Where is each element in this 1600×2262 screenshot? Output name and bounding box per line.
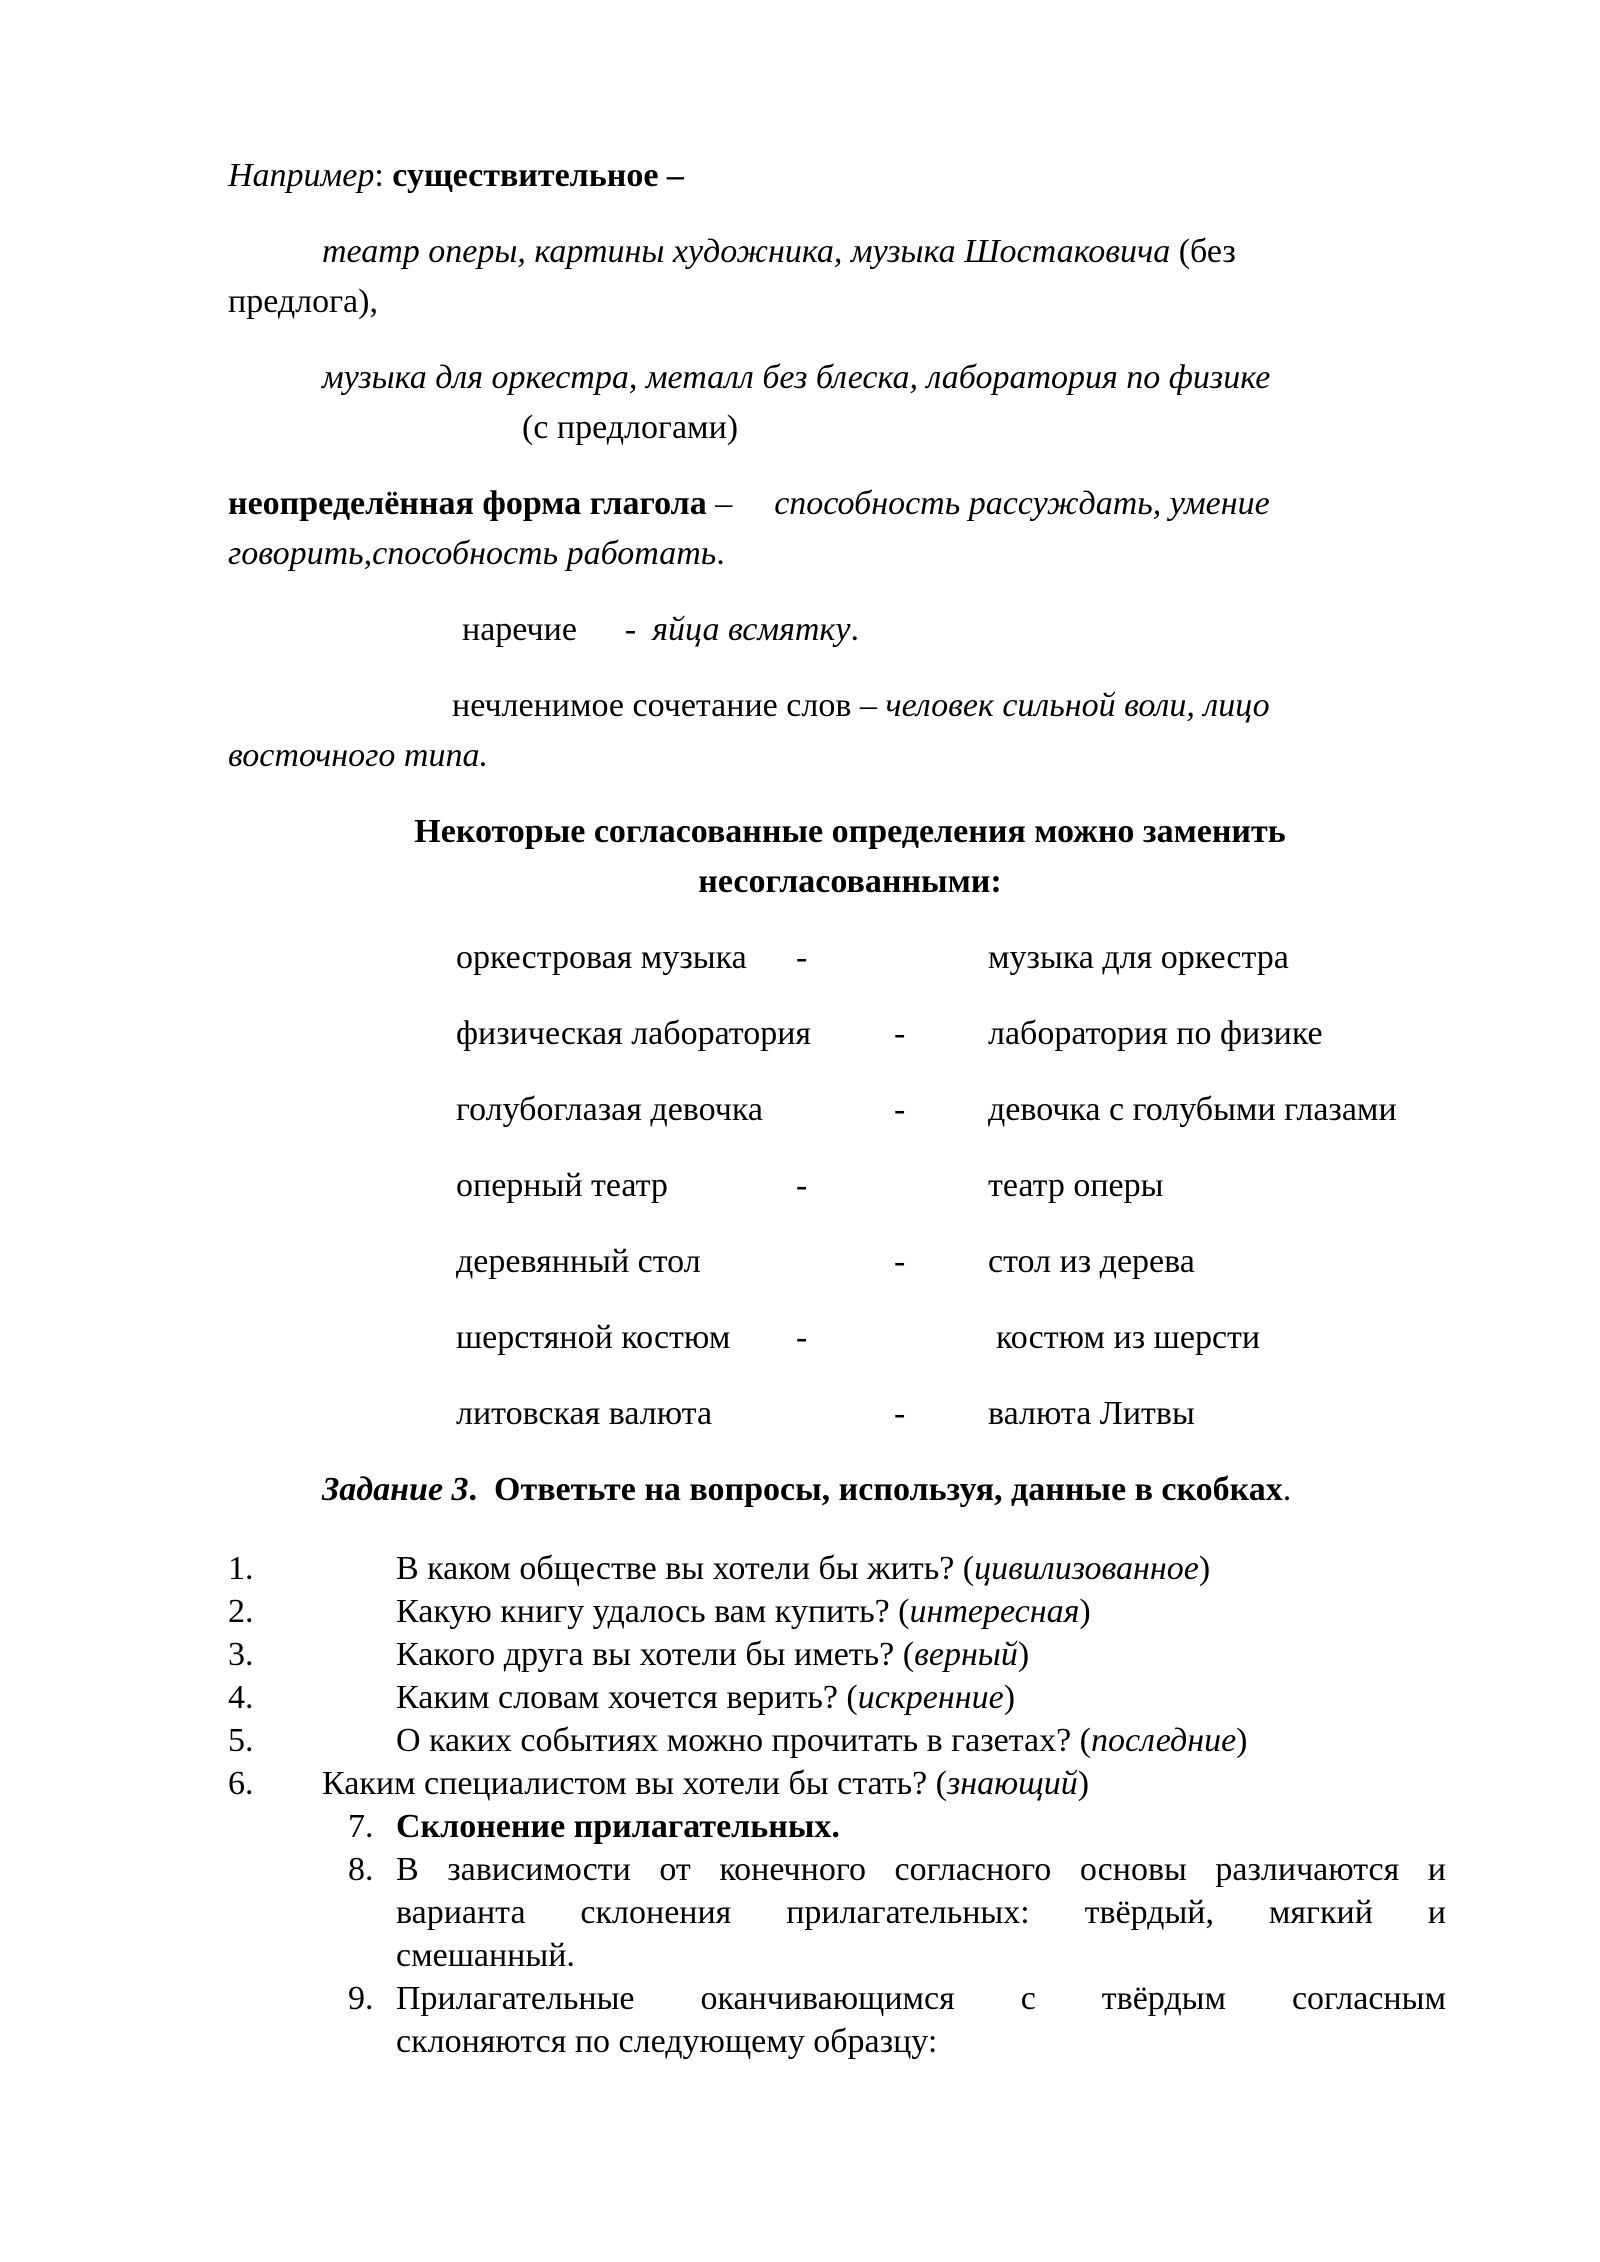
question-body: О каких событиях можно прочитать в газетах? (	[396, 1722, 1091, 1759]
infinitive-dash: –	[706, 485, 733, 522]
question-text	[396, 1717, 1248, 1765]
adverb-label: наречие	[462, 611, 577, 648]
paren: )	[1017, 1636, 1030, 1673]
word: различаются	[1215, 1851, 1400, 1888]
question-hint: знающий	[947, 1765, 1078, 1802]
section-heading-line-2: несогласованными:	[698, 863, 1002, 900]
pair-dash: -	[894, 1243, 906, 1280]
noun-heading: существительное –	[392, 157, 684, 194]
section-heading-line-1: Некоторые согласованные определения можно заменить	[414, 813, 1286, 850]
infinitive-line-1	[228, 480, 1270, 528]
pair-dash: -	[894, 1395, 906, 1432]
question-body: Каким словам хочется верить? (	[396, 1679, 858, 1716]
word: прилагательных:	[786, 1894, 1030, 1931]
infinitive-example-1: способность рассуждать, умение	[774, 485, 1270, 522]
list-number: 7.	[348, 1808, 374, 1845]
colon: :	[374, 157, 393, 194]
word: В	[396, 1851, 419, 1888]
example-line	[228, 152, 684, 200]
infinitive-heading: неопределённая форма глагола	[228, 485, 707, 522]
list-item-line	[396, 1889, 1446, 1937]
question-number: 1.	[228, 1550, 254, 1587]
question-body: В каком обществе вы хотели бы жить? (	[396, 1550, 975, 1587]
word: основы	[1079, 1851, 1187, 1888]
noun-example-line-4: (с предлогами)	[522, 409, 739, 446]
pair-left: деревянный стол	[456, 1243, 701, 1280]
word: склонения	[580, 1894, 732, 1931]
question-hint: искренние	[857, 1679, 1004, 1716]
pair-dash: -	[796, 1319, 808, 1356]
question-text	[396, 1631, 1029, 1679]
paren: )	[1079, 1593, 1091, 1630]
list-item-line	[396, 1975, 1446, 2023]
noun-example-line-2: предлога),	[228, 283, 378, 320]
task-instruction: Ответьте на вопросы, используя, данные в скобках	[494, 1471, 1283, 1508]
list-item-heading: Склонение прилагательных.	[396, 1808, 840, 1845]
phrase-example-1: человек сильной воли, лицо	[885, 687, 1270, 724]
pair-right: театр оперы	[988, 1167, 1164, 1204]
question-text	[396, 1545, 1210, 1593]
noun-example-italic: театр оперы, картины художника, музыка Шостаковича	[322, 233, 1171, 270]
question-number: 3.	[228, 1636, 254, 1673]
question-text	[322, 1760, 1089, 1808]
pair-left: литовская валюта	[456, 1395, 713, 1432]
question-hint: цивилизованное	[974, 1550, 1199, 1587]
paren: )	[1077, 1765, 1090, 1802]
list-number: 8.	[348, 1851, 374, 1888]
adverb-example: яйца всмятку	[652, 611, 851, 648]
pair-dash: -	[894, 1015, 906, 1052]
word: от	[659, 1851, 691, 1888]
word: с	[1020, 1980, 1036, 2017]
question-body: Какую книгу удалось вам купить? (	[396, 1593, 910, 1630]
pair-right: музыка для оркестра	[988, 939, 1289, 976]
phrase-label: нечленимое сочетание слов –	[452, 687, 877, 724]
question-hint: интересная	[909, 1593, 1080, 1630]
list-item-line: смешанный.	[396, 1937, 575, 1974]
question-number: 4.	[228, 1679, 254, 1716]
pair-right: костюм из шерсти	[996, 1319, 1261, 1356]
adverb-line	[462, 606, 859, 654]
question-number: 2.	[228, 1593, 254, 1630]
pair-right: стол из дерева	[988, 1243, 1195, 1280]
word: мягкий	[1268, 1894, 1373, 1931]
word: твёрдым	[1101, 1980, 1226, 2017]
word: и	[1427, 1894, 1446, 1931]
word: и	[1427, 1851, 1446, 1888]
phrase-line-1	[452, 682, 1270, 730]
pair-dash: -	[894, 1091, 906, 1128]
period: .	[1282, 1471, 1292, 1508]
pair-right: валюта Литвы	[988, 1395, 1195, 1432]
noun-example-line-1	[322, 228, 1236, 276]
question-number: 6.	[228, 1765, 254, 1802]
list-item-line: склоняются по следующему образцу:	[396, 2023, 938, 2060]
question-body: Каким специалистом вы хотели бы стать? (	[322, 1765, 947, 1802]
pair-left: физическая лаборатория	[456, 1015, 812, 1052]
paren: )	[1003, 1679, 1016, 1716]
word: конечного	[719, 1851, 866, 1888]
infinitive-example-2: говорить,способность работать	[228, 535, 717, 572]
noun-example-plain: (без	[1170, 233, 1236, 270]
list-item-line	[396, 1846, 1446, 1894]
word: согласного	[894, 1851, 1052, 1888]
task-3-heading	[322, 1466, 1291, 1514]
period: .	[716, 535, 725, 572]
example-label: Например	[228, 157, 375, 194]
question-hint: верный	[914, 1636, 1018, 1673]
question-text	[396, 1674, 1015, 1722]
question-body: Какого друга вы хотели бы иметь? (	[396, 1636, 915, 1673]
paren: )	[1198, 1550, 1211, 1587]
word: оканчивающимся	[700, 1980, 955, 2017]
pair-left: оркестровая музыка	[456, 939, 747, 976]
phrase-line-2: восточного типа.	[228, 737, 488, 774]
pair-dash: -	[796, 939, 808, 976]
question-text	[396, 1588, 1091, 1636]
infinitive-line-2	[228, 530, 725, 578]
word: зависимости	[447, 1851, 631, 1888]
task-label: Задание 3	[322, 1471, 469, 1508]
pair-right: лаборатория по физике	[988, 1015, 1323, 1052]
adverb-dash: -	[624, 611, 637, 648]
noun-example-line-3: музыка для оркестра, металл без блеска, лаборатория по физике	[322, 359, 1271, 396]
word: согласным	[1291, 1980, 1446, 2017]
word: варианта	[396, 1894, 526, 1931]
period: .	[850, 611, 859, 648]
question-hint: последние	[1091, 1722, 1237, 1759]
paren: )	[1236, 1722, 1248, 1759]
pair-left: шерстяной костюм	[456, 1319, 731, 1356]
word: Прилагательные	[396, 1980, 635, 2017]
question-number: 5.	[228, 1722, 254, 1759]
task-dot: .	[468, 1471, 478, 1508]
pair-left: оперный театр	[456, 1167, 668, 1204]
list-number: 9.	[348, 1980, 374, 2017]
pair-dash: -	[796, 1167, 808, 1204]
word: твёрдый,	[1084, 1894, 1214, 1931]
pair-left: голубоглазая девочка	[456, 1091, 763, 1128]
pair-right: девочка с голубыми глазами	[988, 1091, 1397, 1128]
